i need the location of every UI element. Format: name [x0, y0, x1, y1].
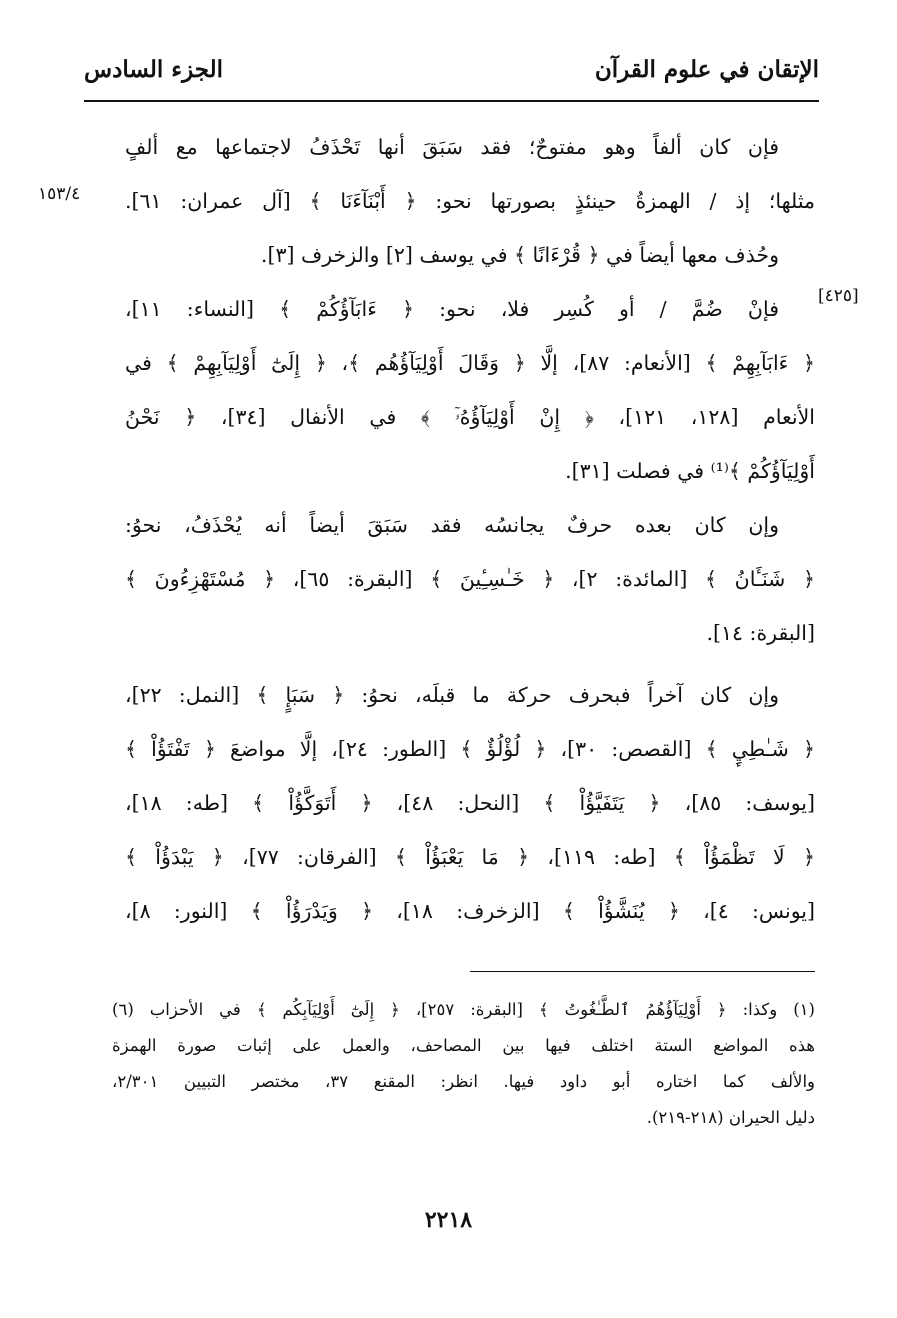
footnote-line: دليل الحيران (٢١٨-٢١٩). — [646, 1108, 815, 1127]
margin-reference-left: ١٥٣/٤ — [38, 184, 81, 204]
footnote-line: والألف كما اختاره أبو داود فيها. انظر: المقنع ٣٧، مختصر التبيين ٢/٣٠١، — [112, 1072, 815, 1091]
text-line: [البقرة: ١٤]. — [706, 621, 815, 645]
text-line: مثلها؛ إذ / الهمزةُ حينئذٍ بصورتها نحو: ﴿ أَبْنَآءَنَا ﴾ [آل عمران: ٦١]. — [125, 189, 815, 213]
text-line: وحُذف معها أيضاً في ﴿ قُرْءَانًا ﴾ في يوسف [٢] والزخرف [٣]. — [260, 243, 779, 267]
text-line: الأنعام [١٢٨، ١٢١]، ﴿ إِنْ أَوْلِيَآؤُهُۥٓ ﴾ في الأنفال [٣٤]، ﴿ نَحْنُ — [125, 405, 816, 429]
margin-reference-right: [٤٢٥] — [818, 286, 859, 306]
footnote-rule — [470, 971, 815, 972]
footnote-line: هذه المواضع الستة اختلف فيها بين المصاحف، والعمل على إثبات صورة الهمزة — [112, 1036, 815, 1055]
text-line: وإن كان آخراً فبحرف حركة ما قبلَه، نحوُ: ﴿ سَبَإٍ ﴾ [النمل: ٢٢]، — [125, 683, 779, 707]
text-line: ﴿ ءَابَآبِهِمْ ﴾ [الأنعام: ٨٧]، إلَّا ﴿ وَقَالَ أَوْلِيَآؤُهُم ﴾، ﴿ إِلَىٰٓ أَوْلِيَآبِهِمْ ﴾ في — [125, 351, 816, 375]
text-line: فإن كان ألفاً وهو مفتوحٌ؛ فقد سَبَقَ أنها تَحْذَفُ لاجتماعها مع ألفٍ — [125, 135, 779, 159]
text-line: [يوسف: ٨٥]، ﴿ يَتَفَيَّؤُاْ ﴾ [النحل: ٤٨]، ﴿ أَتَوَكَّؤُاْ ﴾ [طه: ١٨]، — [125, 791, 815, 815]
page-number: ٢٢١٨ — [424, 1207, 473, 1233]
text-line: وإن كان بعده حرفٌ يجانسُه فقد سَبَقَ أيضاً أنه يُحْذَفُ، نحوُ: — [125, 513, 779, 537]
main-text — [125, 120, 815, 938]
running-header — [84, 52, 819, 98]
text-line: [يونس: ٤]، ﴿ يُنَشَّؤُاْ ﴾ [الزخرف: ١٨]، ﴿ وَيَدْرَؤُاْ ﴾ [النور: ٨]، — [125, 899, 816, 923]
header-rule — [84, 100, 819, 102]
text-line: أَوْلِيَآؤُكُمْ ﴾⁽¹⁾ في فصلت [٣١]. — [565, 459, 815, 483]
part-title: الجزء السادس — [84, 56, 223, 83]
text-line: ﴿ شَـٰطِيِٕ ﴾ [القصص: ٣٠]، ﴿ لُؤْلُؤٌ ﴾ [الطور: ٢٤]، إلَّا مواضعَ ﴿ تَفْتَؤُاْ ﴾ — [125, 737, 815, 761]
book-title: الإتقان في علوم القرآن — [594, 56, 819, 83]
footnote-line: (١) وكذا: ﴿ أَوْلِيَآؤُهُمُ ٱلطَّـٰغُوتُ ﴾ [البقرة: ٢٥٧]، ﴿ إِلَىٰٓ أَوْلِيَآبِكُم ﴾ في الأحزاب (٦) — [112, 1000, 815, 1019]
footnotes — [112, 992, 815, 1136]
text-line: ﴿ شَنَـَٔانُ ﴾ [المائدة: ٢]، ﴿ خَـٰسِـِٔينَ ﴾ [البقرة: ٦٥]، ﴿ مُسْتَهْزِءُونَ ﴾ — [125, 567, 816, 591]
text-line: ﴿ لَا تَظْمَؤُاْ ﴾ [طه: ١١٩]، ﴿ مَا يَعْبَؤُاْ ﴾ [الفرقان: ٧٧]، ﴿ يَبْدَؤُاْ ﴾ — [125, 845, 815, 869]
text-line: فإنْ ضُمَّ / أو كُسِر فلا، نحو: ﴿ ءَابَآؤُكُمْ ﴾ [النساء: ١١]، — [125, 297, 779, 321]
